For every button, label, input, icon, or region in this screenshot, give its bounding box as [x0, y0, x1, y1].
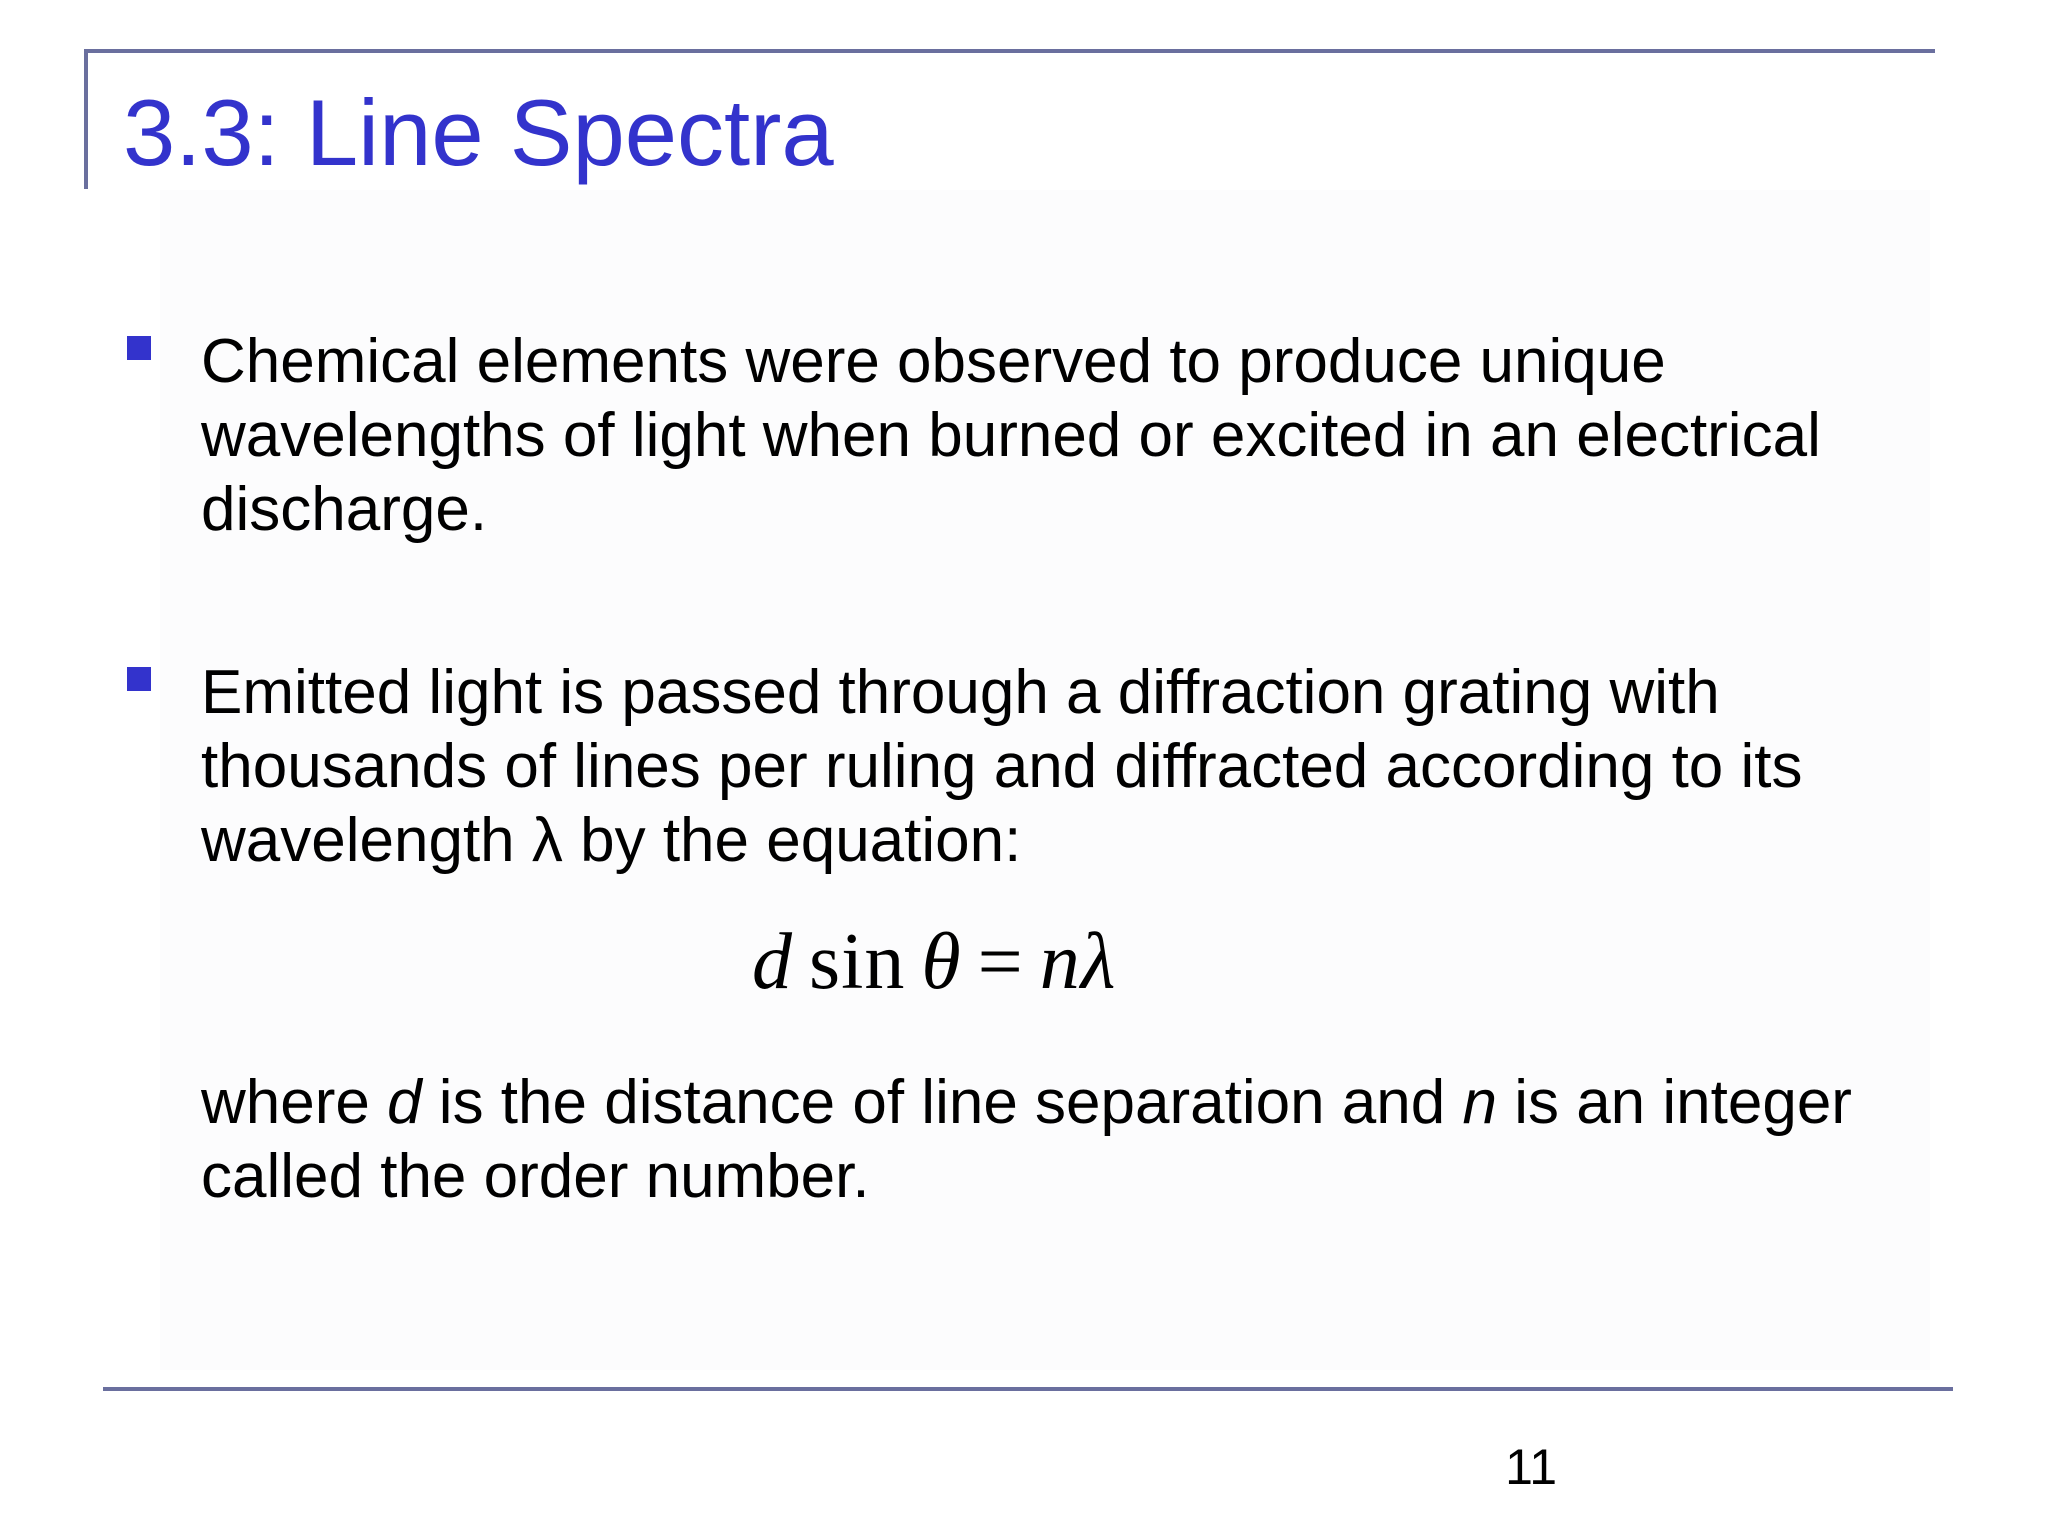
title-frame-left-line	[84, 49, 88, 189]
note-variable-d: d	[387, 1068, 422, 1137]
equation-sin: sin	[809, 918, 906, 1006]
square-bullet-icon	[127, 336, 151, 360]
equation-d: d	[752, 918, 793, 1006]
grating-equation	[752, 918, 1117, 1006]
footer-divider-line	[103, 1387, 1953, 1391]
equation-n: n	[1039, 918, 1081, 1006]
bullet-text: Chemical elements were observed to produce unique wavelengths of light when burned or excited in an electrical discharge.	[201, 327, 1821, 544]
equation-lambda: λ	[1080, 918, 1117, 1006]
bullet-text: Emitted light is passed through a diffraction grating with thousands of lines per ruling and diffracted according to its wavelength λ by the equation:	[201, 658, 1803, 875]
note-text: where	[201, 1068, 388, 1137]
note-text: is the distance of line separation and	[421, 1068, 1463, 1137]
equation-explanation	[201, 1066, 1901, 1214]
note-variable-n: n	[1462, 1068, 1497, 1137]
page-number: 11	[1505, 1439, 1557, 1495]
square-bullet-icon	[127, 667, 151, 691]
slide-title: 3.3: Line Spectra	[123, 80, 834, 185]
note-text: is an integer called the order number.	[201, 1068, 1852, 1211]
equation-equals: =	[977, 918, 1024, 1006]
equation-theta: θ	[921, 918, 962, 1006]
title-frame-top-line	[84, 49, 1935, 53]
